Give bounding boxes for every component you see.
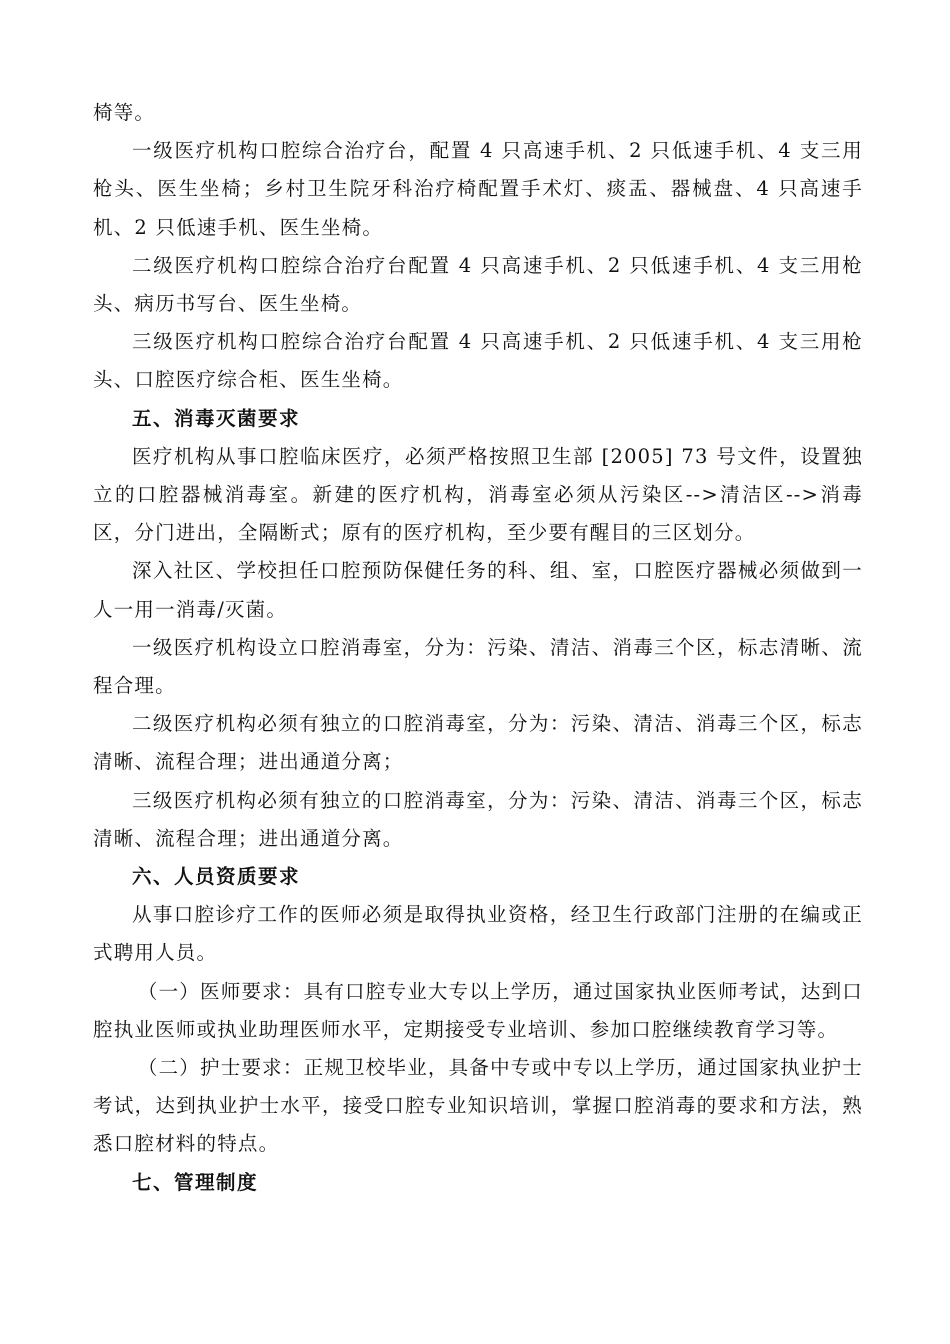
paragraph-level2-disinfection: 二级医疗机构必须有独立的口腔消毒室，分为：污染、清洁、消毒三个区，标志清晰、流程合理；进出通道分离；	[93, 712, 863, 774]
paragraph-continuation: 椅等。	[93, 101, 156, 124]
paragraph-staff-general: 从事口腔诊疗工作的医师必须是取得执业资格，经卫生行政部门注册的在编或正式聘用人员。	[93, 903, 863, 965]
section-heading-disinfection: 五、消毒灭菌要求	[132, 406, 301, 430]
section-heading-management: 七、管理制度	[132, 1170, 259, 1194]
paragraph-nurse-requirements: （二）护士要求：正规卫校毕业，具备中专或中专以上学历，通过国家执业护士考试，达到执业护士水平，接受口腔专业知识培训，掌握口腔消毒的要求和方法，熟悉口腔材料的特点。	[93, 1056, 863, 1156]
document-body	[93, 94, 863, 1202]
paragraph-level2-equipment: 二级医疗机构口腔综合治疗台配置 4 只高速手机、2 只低速手机、4 支三用枪头、病历书写台、医生坐椅。	[93, 253, 863, 316]
paragraph-level1-equipment: 一级医疗机构口腔综合治疗台，配置 4 只高速手机、2 只低速手机、4 支三用枪头、医生坐椅；乡村卫生院牙科治疗椅配置手术灯、痰盂、器械盘、4 只高速手机、2 只低速手机、医生坐椅。	[93, 139, 863, 239]
paragraph-doctor-requirements: （一）医师要求：具有口腔专业大专以上学历，通过国家执业医师考试，达到口腔执业医师或执业助理医师水平，定期接受专业培训、参加口腔继续教育学习等。	[93, 979, 863, 1041]
paragraph-disinfection-room: 医疗机构从事口腔临床医疗，必须严格按照卫生部 [2005] 73 号文件，设置独立的口腔器械消毒室。新建的医疗机构，消毒室必须从污染区-->清洁区-->消毒区，分门进出，全隔断式；原有的医疗机构，至少要有醒目的三区划分。	[93, 444, 863, 545]
paragraph-community-prevention: 深入社区、学校担任口腔预防保健任务的科、组、室，口腔医疗器械必须做到一人一用一消毒/灭菌。	[93, 559, 863, 621]
paragraph-level3-disinfection: 三级医疗机构必须有独立的口腔消毒室，分为：污染、清洁、消毒三个区，标志清晰、流程合理；进出通道分离。	[93, 788, 863, 850]
section-heading-staff-qualification: 六、人员资质要求	[132, 865, 301, 889]
paragraph-level3-equipment: 三级医疗机构口腔综合治疗台配置 4 只高速手机、2 只低速手机、4 支三用枪头、口腔医疗综合柜、医生坐椅。	[93, 330, 863, 392]
paragraph-level1-disinfection: 一级医疗机构设立口腔消毒室，分为：污染、清洁、消毒三个区，标志清晰、流程合理。	[93, 635, 863, 698]
